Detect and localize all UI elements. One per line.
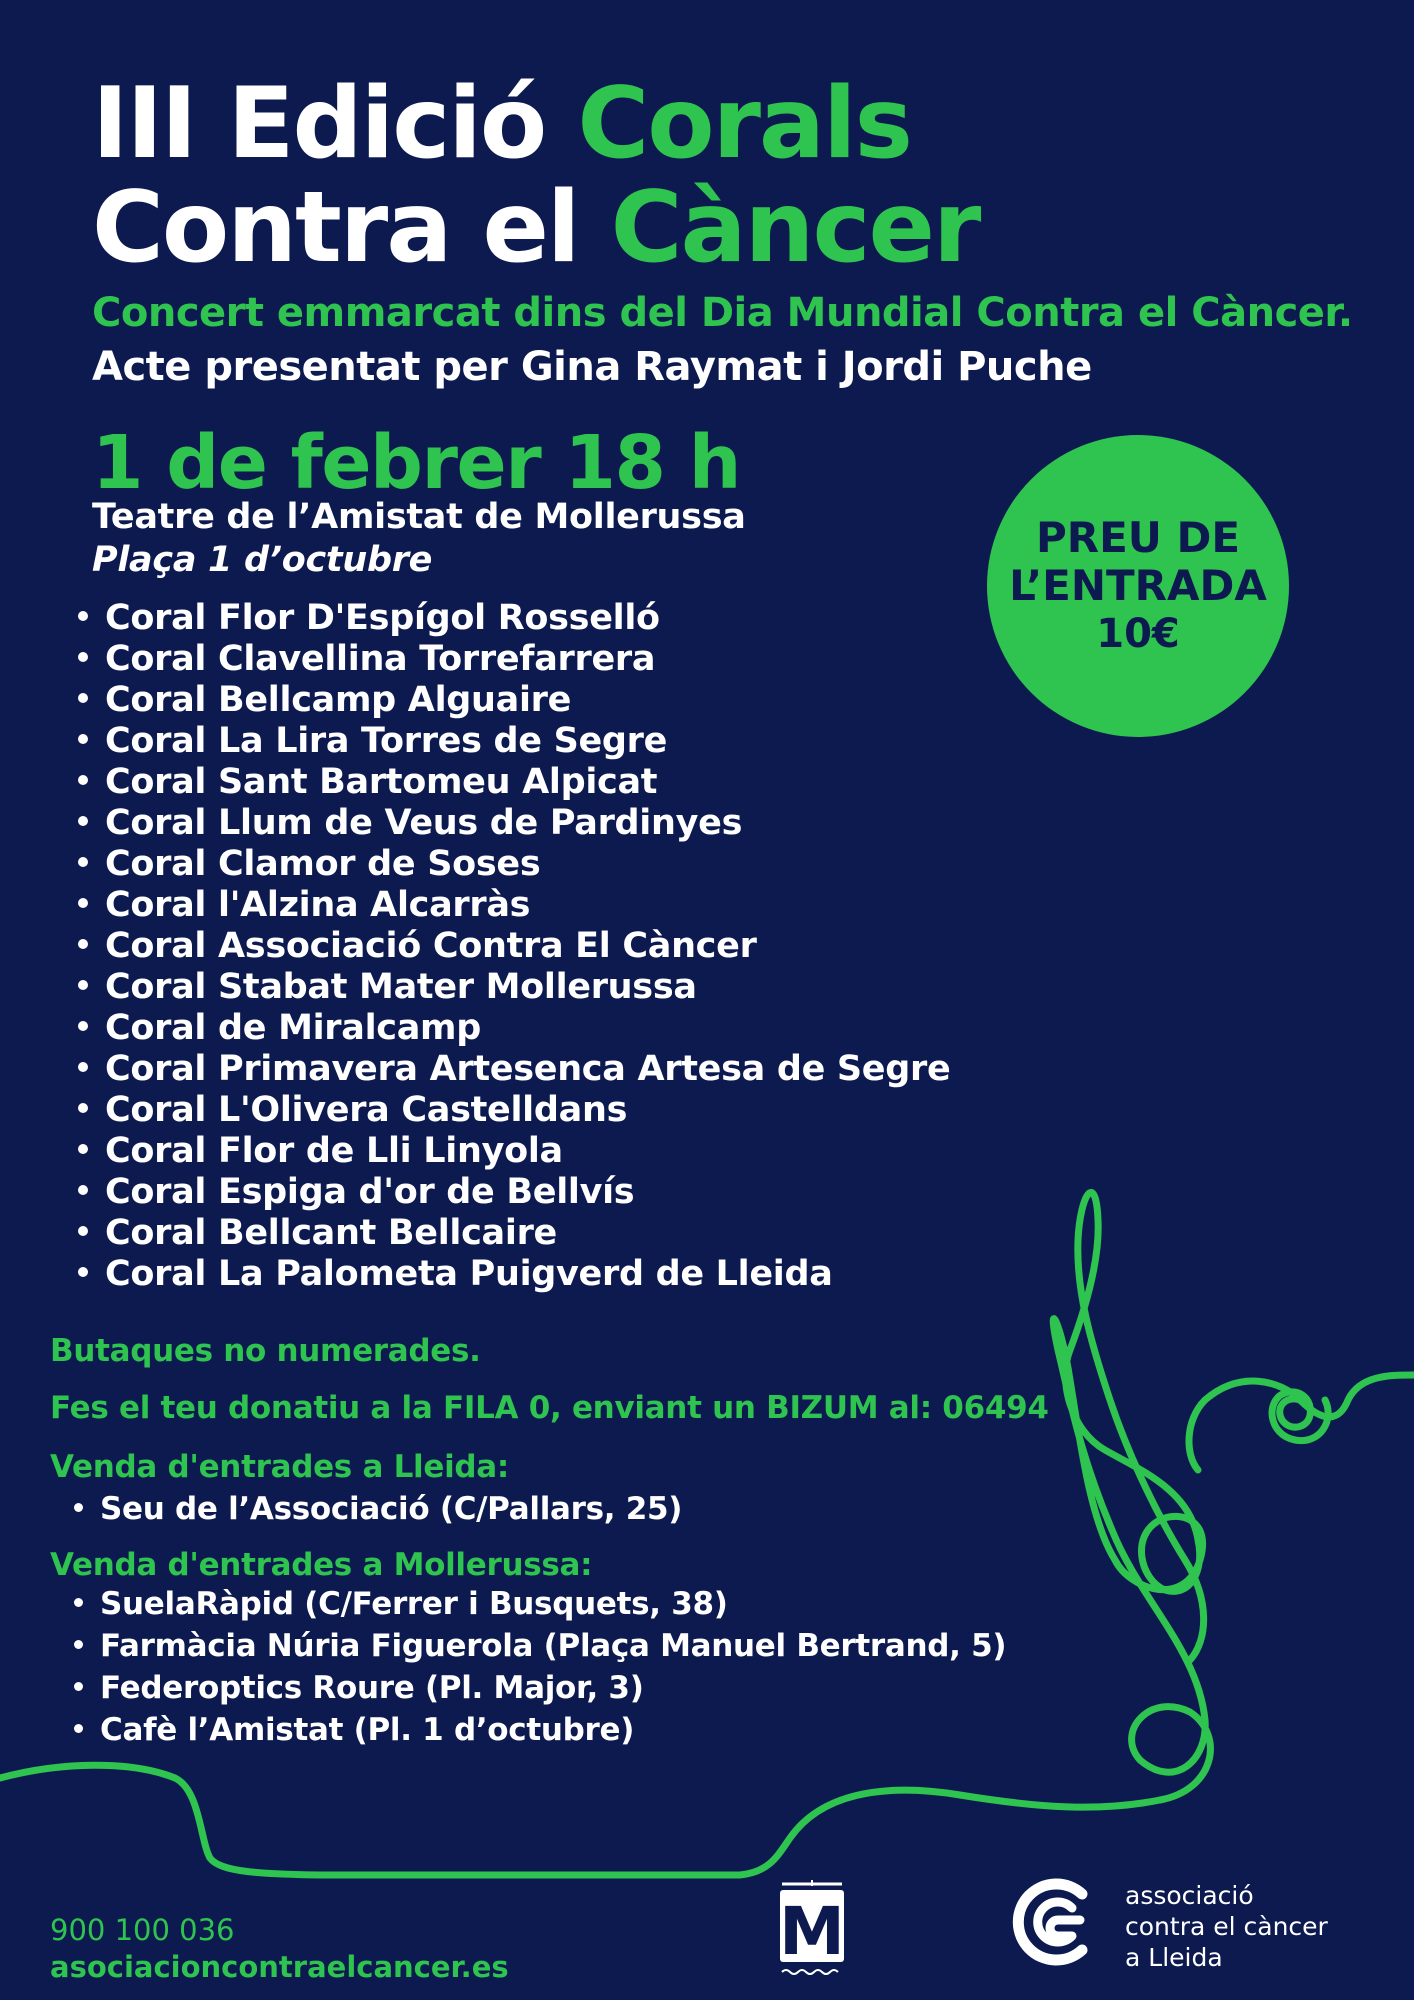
choir-name: Coral Sant Bartomeu Alpicat: [105, 762, 658, 802]
bullet-icon: [78, 611, 88, 621]
choir-name: Coral Clavellina Torrefarrera: [105, 639, 656, 679]
price-label-line1: PREU DE: [1035, 513, 1241, 562]
list-item: [74, 1583, 1006, 1625]
bullet-icon: [78, 898, 88, 908]
choir-name: Coral La Palometa Puigverd de Lleida: [105, 1254, 833, 1294]
list-item: [78, 639, 950, 680]
bullet-icon: [74, 1640, 83, 1649]
bullet-icon: [74, 1598, 83, 1607]
choir-name: Coral Primavera Artesenca Artesa de Segre: [105, 1049, 951, 1089]
list-item: [78, 1008, 950, 1049]
association-name-line3: a Lleida: [1125, 1943, 1223, 1972]
choir-name: Coral Flor de Lli Linyola: [105, 1131, 563, 1171]
bullet-icon: [78, 734, 88, 744]
presenters-line: Acte presentat per Gina Raymat i Jordi Puche: [92, 344, 1092, 390]
association-logo-icon: [1010, 1872, 1110, 1972]
choir-name: Coral L'Olivera Castelldans: [105, 1090, 628, 1130]
list-item: [78, 598, 950, 639]
list-item: [74, 1709, 1006, 1751]
list-item: [74, 1488, 682, 1530]
sales-point: SuelaRàpid (C/Ferrer i Busquets, 38): [100, 1586, 728, 1622]
bullet-icon: [78, 652, 88, 662]
list-item: [78, 967, 950, 1008]
association-name: [1125, 1880, 1328, 1973]
list-item: [78, 1213, 950, 1254]
title-white-part-1: III Edició: [92, 67, 578, 181]
page-title: [92, 67, 980, 285]
bullet-icon: [74, 1503, 83, 1512]
list-item: [78, 1172, 950, 1213]
list-item: [78, 762, 950, 803]
list-item: [78, 1090, 950, 1131]
bullet-icon: [78, 1226, 88, 1236]
bullet-icon: [74, 1682, 83, 1691]
choir-name: Coral Espiga d'or de Bellvís: [105, 1172, 635, 1212]
list-item: [78, 1254, 950, 1295]
list-item: [78, 844, 950, 885]
association-name-line2: contra el càncer: [1125, 1912, 1328, 1941]
choir-name: Coral La Lira Torres de Segre: [105, 721, 668, 761]
bullet-icon: [78, 775, 88, 785]
choir-name: Coral Bellcamp Alguaire: [105, 680, 572, 720]
list-item: [74, 1625, 1006, 1667]
subtitle: Concert emmarcat dins del Dia Mundial Contra el Càncer.: [92, 290, 1353, 336]
title-white-part-2: Contra el: [92, 171, 611, 285]
bullet-icon: [78, 693, 88, 703]
choir-name: Coral Clamor de Soses: [105, 844, 541, 884]
choir-name: Coral Bellcant Bellcaire: [105, 1213, 557, 1253]
lleida-sales-heading: Venda d'entrades a Lleida:: [50, 1449, 510, 1485]
event-address: Plaça 1 d’octubre: [92, 540, 433, 580]
m-logo-letter: M: [779, 1893, 845, 1970]
bullet-icon: [78, 1144, 88, 1154]
association-name-line1: associació: [1125, 1881, 1254, 1910]
sales-point: Seu de l’Associació (C/Pallars, 25): [100, 1491, 683, 1527]
donation-note: Fes el teu donatiu a la FILA 0, enviant un BIZUM al: 06494: [50, 1390, 1049, 1426]
phone-number: 900 100 036: [50, 1913, 235, 1947]
bullet-icon: [78, 1267, 88, 1277]
choir-name: Coral Associació Contra El Càncer: [105, 926, 757, 966]
bullet-icon: [74, 1724, 83, 1733]
bullet-icon: [78, 1021, 88, 1031]
mollerussa-sales-list: [74, 1583, 1006, 1751]
list-item: [78, 926, 950, 967]
seating-note: Butaques no numerades.: [50, 1333, 481, 1369]
title-green-part-1: Corals: [577, 67, 911, 181]
list-item: [78, 803, 950, 844]
choir-name: Coral de Miralcamp: [105, 1008, 481, 1048]
mollerussa-crest-icon: [776, 1880, 848, 1980]
sales-point: Federoptics Roure (Pl. Major, 3): [100, 1670, 644, 1706]
list-item: [74, 1667, 1006, 1709]
price-badge: [987, 435, 1289, 737]
choir-list: [78, 598, 950, 1295]
bullet-icon: [78, 816, 88, 826]
price-label-line2: L’ENTRADA: [1009, 561, 1267, 610]
sales-point: Farmàcia Núria Figuerola (Plaça Manuel Bertrand, 5): [100, 1628, 1007, 1664]
price-value: 10€: [1096, 611, 1180, 657]
sales-point: Cafè l’Amistat (Pl. 1 d’octubre): [100, 1712, 635, 1748]
list-item: [78, 721, 950, 762]
bullet-icon: [78, 1185, 88, 1195]
mollerussa-sales-heading: Venda d'entrades a Mollerussa:: [50, 1547, 593, 1583]
bullet-icon: [78, 1062, 88, 1072]
lleida-sales-list: [74, 1488, 682, 1530]
list-item: [78, 1131, 950, 1172]
bullet-icon: [78, 857, 88, 867]
choir-name: Coral Flor D'Espígol Rosselló: [105, 598, 660, 638]
list-item: [78, 1049, 950, 1090]
list-item: [78, 885, 950, 926]
bullet-icon: [78, 1103, 88, 1113]
event-venue: Teatre de l’Amistat de Mollerussa: [92, 497, 746, 537]
website-link[interactable]: asociacioncontraelcancer.es: [50, 1950, 509, 1984]
event-date: 1 de febrer 18 h: [92, 420, 740, 506]
choir-name: Coral l'Alzina Alcarràs: [105, 885, 531, 925]
bullet-icon: [78, 980, 88, 990]
bullet-icon: [78, 939, 88, 949]
list-item: [78, 680, 950, 721]
title-green-part-2: Càncer: [610, 171, 980, 285]
choir-name: Coral Stabat Mater Mollerussa: [105, 967, 697, 1007]
choir-name: Coral Llum de Veus de Pardinyes: [105, 803, 743, 843]
